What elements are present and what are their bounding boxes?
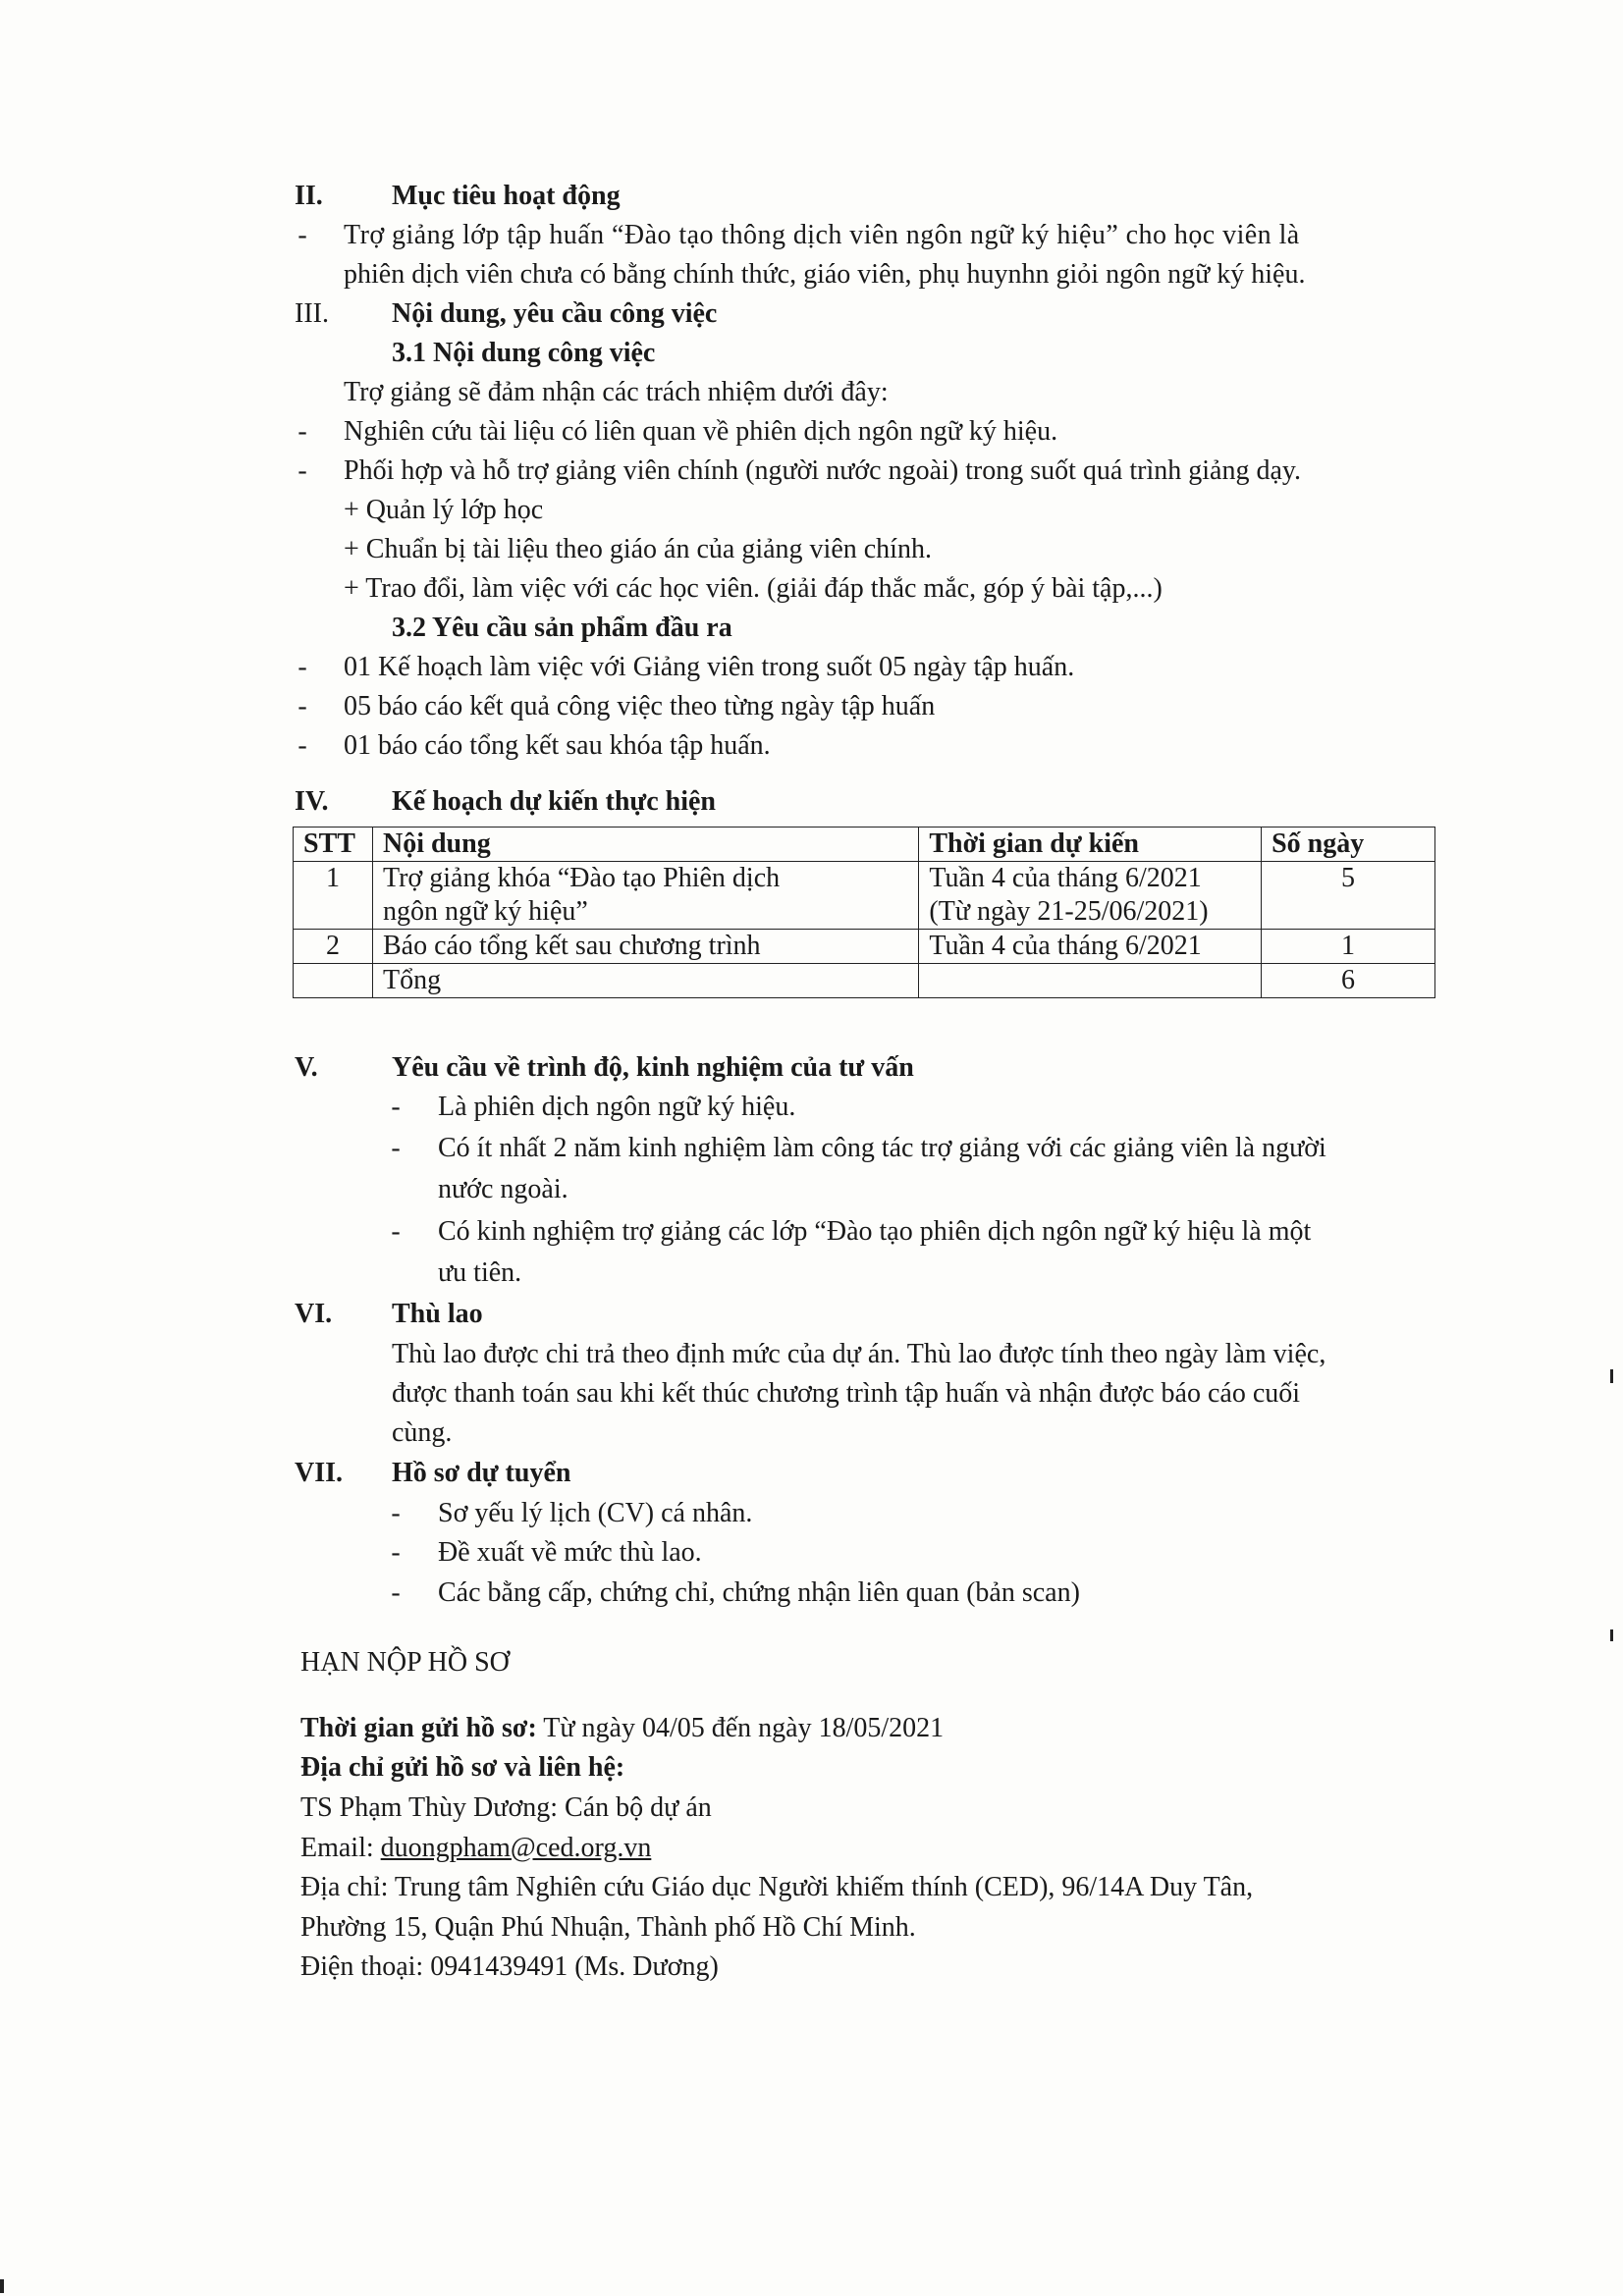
bullet-text: Phối hợp và hỗ trợ giảng viên chính (người nước ngoài) trong suốt quá trình giảng dạy.	[344, 455, 1302, 486]
bullet-dash: -	[298, 455, 307, 486]
submit-time-label: Thời gian gửi hồ sơ:	[300, 1713, 537, 1743]
bullet-dash: -	[391, 1537, 401, 1568]
bullet-text: 01 báo cáo tổng kết sau khóa tập huấn.	[344, 730, 771, 761]
bullet-text: Trợ giảng lớp tập huấn “Đào tạo thông dịch viên ngôn ngữ ký hiệu” cho học viên là	[344, 220, 1300, 250]
section-number: III.	[295, 298, 329, 329]
section-title: Mục tiêu hoạt động	[392, 181, 621, 211]
cell-line: Tuần 4 của tháng 6/2021	[929, 863, 1202, 893]
bullet-text: nước ngoài.	[438, 1174, 568, 1204]
table-cell-days: 5	[1262, 862, 1435, 930]
bullet-text: Sơ yếu lý lịch (CV) cá nhân.	[438, 1498, 753, 1528]
bullet-text: Có ít nhất 2 năm kinh nghiệm làm công tác trợ giảng với các giảng viên là người	[438, 1133, 1326, 1163]
section-number: V.	[295, 1052, 318, 1083]
cell-line: (Từ ngày 21-25/06/2021)	[929, 896, 1209, 927]
table-cell-stt: 1	[294, 862, 373, 930]
section-title: Yêu cầu về trình độ, kinh nghiệm của tư vấn	[392, 1052, 914, 1083]
table-total-days: 6	[1262, 964, 1435, 998]
bullet-text: 05 báo cáo kết quả công việc theo từng ngày tập huấn	[344, 691, 936, 721]
section-number: VI.	[295, 1299, 333, 1329]
address-line: Địa chỉ: Trung tâm Nghiên cứu Giáo dục Người khiếm thính (CED), 96/14A Duy Tân,	[300, 1872, 1254, 1902]
table-header-stt: STT	[294, 828, 373, 862]
table-row	[294, 930, 1435, 964]
table-header-days: Số ngày	[1262, 828, 1435, 862]
bullet-dash: -	[391, 1577, 401, 1608]
bullet-dash: -	[298, 220, 307, 250]
scan-speck	[1610, 1629, 1613, 1641]
table-cell-empty	[919, 964, 1262, 998]
bullet-dash: -	[391, 1216, 401, 1247]
table-cell-days: 1	[1262, 930, 1435, 964]
section-title: Hồ sơ dự tuyển	[392, 1458, 571, 1488]
paragraph: Trợ giảng sẽ đảm nhận các trách nhiệm dưới đây:	[344, 377, 889, 407]
bullet-text: 01 Kế hoạch làm việc với Giảng viên trong suốt 05 ngày tập huấn.	[344, 652, 1075, 682]
subsection-title: 3.2 Yêu cầu sản phẩm đầu ra	[392, 613, 732, 643]
section-title: Nội dung, yêu cầu công việc	[392, 298, 718, 329]
address-heading: Địa chỉ gửi hồ sơ và liên hệ:	[300, 1752, 625, 1783]
table-total-row	[294, 964, 1435, 998]
plan-table	[293, 827, 1435, 998]
section-number: IV.	[295, 786, 329, 817]
bullet-dash: -	[298, 730, 307, 761]
email-link[interactable]: duongpham@ced.org.vn	[380, 1833, 652, 1863]
bullet-text: Là phiên dịch ngôn ngữ ký hiệu.	[438, 1092, 796, 1122]
table-total-label: Tổng	[372, 964, 918, 998]
paragraph: cùng.	[392, 1417, 453, 1448]
scan-speck	[0, 2279, 4, 2293]
submit-time-value: Từ ngày 04/05 đến ngày 18/05/2021	[536, 1713, 945, 1743]
email-label: Email:	[300, 1833, 381, 1863]
bullet-dash: -	[391, 1498, 401, 1528]
bullet-dash: -	[298, 691, 307, 721]
table-row	[294, 862, 1435, 930]
scan-speck	[1610, 1369, 1613, 1383]
bullet-text: Có kinh nghiệm trợ giảng các lớp “Đào tạo phiên dịch ngôn ngữ ký hiệu là một	[438, 1216, 1312, 1247]
bullet-text: Đề xuất về mức thù lao.	[438, 1537, 702, 1568]
bullet-text: ưu tiên.	[438, 1257, 522, 1288]
table-cell-content	[372, 862, 918, 930]
bullet-dash: -	[391, 1092, 401, 1122]
table-cell-content: Báo cáo tổng kết sau chương trình	[372, 930, 918, 964]
sub-bullet: + Trao đổi, làm việc với các học viên. (giải đáp thắc mắc, góp ý bài tập,...)	[344, 573, 1163, 604]
address-line: Phường 15, Quận Phú Nhuận, Thành phố Hồ Chí Minh.	[300, 1912, 916, 1943]
subsection-title: 3.1 Nội dung công việc	[392, 338, 656, 368]
bullet-dash: -	[298, 416, 307, 447]
bullet-text: phiên dịch viên chưa có bằng chính thức, giáo viên, phụ huynhn giỏi ngôn ngữ ký hiệu.	[344, 259, 1306, 290]
section-number: VII.	[295, 1458, 344, 1488]
cell-line: ngôn ngữ ký hiệu”	[382, 896, 588, 927]
deadline-title: HẠN NỘP HỒ SƠ	[300, 1647, 510, 1678]
table-header-content: Nội dung	[372, 828, 918, 862]
phone-line: Điện thoại: 0941439491 (Ms. Dương)	[300, 1951, 719, 1982]
section-title: Kế hoạch dự kiến thực hiện	[392, 786, 716, 817]
table-header-time: Thời gian dự kiến	[919, 828, 1262, 862]
bullet-dash: -	[391, 1133, 401, 1163]
table-cell-empty	[294, 964, 373, 998]
bullet-text: Các bằng cấp, chứng chỉ, chứng nhận liên quan (bản scan)	[438, 1577, 1080, 1608]
section-title: Thù lao	[392, 1299, 483, 1329]
submit-time	[300, 1712, 944, 1745]
paragraph: Thù lao được chi trả theo định mức của dự án. Thù lao được tính theo ngày làm việc,	[392, 1339, 1326, 1369]
table-cell-time	[919, 862, 1262, 930]
paragraph: được thanh toán sau khi kết thúc chương trình tập huấn và nhận được báo cáo cuối	[392, 1378, 1301, 1409]
email-line	[300, 1832, 651, 1865]
table-cell-stt: 2	[294, 930, 373, 964]
cell-line: Trợ giảng khóa “Đào tạo Phiên dịch	[382, 863, 781, 893]
table-cell-time: Tuần 4 của tháng 6/2021	[919, 930, 1262, 964]
sub-bullet: + Quản lý lớp học	[344, 495, 544, 525]
bullet-text: Nghiên cứu tài liệu có liên quan về phiên dịch ngôn ngữ ký hiệu.	[344, 416, 1058, 447]
sub-bullet: + Chuẩn bị tài liệu theo giáo án của giảng viên chính.	[344, 534, 932, 564]
section-number: II.	[295, 181, 323, 211]
table-header-row	[294, 828, 1435, 862]
contact-person: TS Phạm Thùy Dương: Cán bộ dự án	[300, 1792, 712, 1823]
bullet-dash: -	[298, 652, 307, 682]
